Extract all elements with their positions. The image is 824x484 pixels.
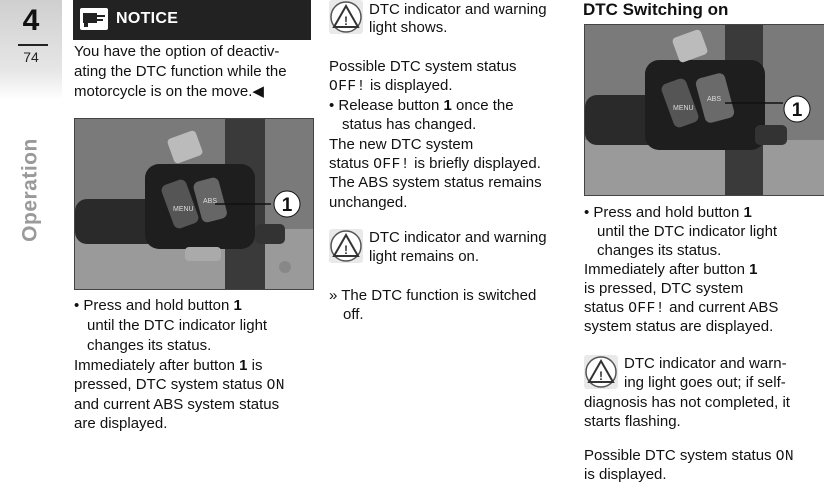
- left-bullet-line-2: until the DTC indicator light: [87, 317, 268, 334]
- notice-bar: [73, 0, 311, 40]
- right-bullet-line-3: changes its status.: [597, 242, 722, 259]
- mid-new-line-2: status OFF! is briefly displayed.: [329, 155, 541, 173]
- right-para-line-1: Immediately after button 1: [584, 261, 758, 278]
- right-para-line-3: status OFF! and current ABS: [584, 299, 779, 317]
- right-possible-line-2: is displayed.: [584, 466, 667, 483]
- svg-text:!: !: [599, 369, 603, 383]
- notice-label: NOTICE: [116, 10, 179, 27]
- mid-status-line-1: Possible DTC system status: [329, 58, 517, 75]
- right-para-line-2: is pressed, DTC system: [584, 280, 744, 297]
- mid-warning2-line-2: light remains on.: [369, 248, 480, 265]
- svg-text:!: !: [344, 14, 348, 28]
- mid-status-line-2: OFF! is displayed.: [329, 77, 453, 95]
- mid-release-line-1: • Release button 1 once the: [329, 97, 514, 114]
- left-bullet-line-1: • Press and hold button 1: [74, 297, 242, 314]
- menu-button-text: MENU: [173, 206, 194, 213]
- notice-text-line-1: You have the option of deactiv-: [74, 43, 280, 60]
- section-label: Operation: [18, 138, 42, 242]
- chapter-number: 4: [22, 4, 40, 37]
- warning-triangle-icon: [329, 229, 363, 263]
- right-possible-line-1: Possible DTC system status ON: [584, 447, 795, 465]
- left-para-line-4: are displayed.: [74, 415, 168, 432]
- section-heading: DTC Switching on: [583, 0, 729, 19]
- mid-warning1-line-2: light shows.: [369, 19, 448, 36]
- right-para-line-4: system status are displayed.: [584, 318, 774, 335]
- mid-warning2-line-1: DTC indicator and warning: [369, 229, 547, 246]
- right-warning-line-1: DTC indicator and warn-: [624, 355, 787, 372]
- right-bullet-line-2: until the DTC indicator light: [597, 223, 778, 240]
- callout-1: 1: [281, 195, 293, 216]
- mid-result-line-1: » The DTC function is switched: [329, 287, 537, 304]
- mid-result-line-2: off.: [343, 306, 364, 323]
- right-warning-line-4: starts flashing.: [584, 413, 681, 430]
- abs-button-text: ABS: [707, 96, 722, 103]
- left-para-line-3: and current ABS system status: [74, 396, 280, 413]
- warning-triangle-icon: [584, 355, 618, 389]
- mid-abs-line-2: unchanged.: [329, 194, 408, 211]
- handlebar-switch-photo: [584, 24, 824, 196]
- notice-text-line-2: ating the DTC function while the: [74, 63, 287, 80]
- chapter-divider: [18, 44, 48, 46]
- warning-triangle-icon: [329, 0, 363, 34]
- notice-text-line-3: motorcycle is on the move.◀: [74, 83, 264, 100]
- left-para-line-1: Immediately after button 1 is: [74, 357, 263, 374]
- mid-warning1-line-1: DTC indicator and warning: [369, 1, 547, 18]
- mid-release-line-2: status has changed.: [342, 116, 477, 133]
- right-bullet-line-1: • Press and hold button 1: [584, 204, 752, 221]
- right-warning-line-3: diagnosis has not completed, it: [584, 394, 790, 411]
- page-number: 74: [23, 49, 39, 65]
- svg-text:!: !: [344, 243, 348, 257]
- left-para-line-2: pressed, DTC system status ON: [74, 376, 285, 394]
- menu-button-text: MENU: [673, 105, 694, 112]
- mid-new-line-1: The new DTC system: [329, 136, 474, 153]
- handlebar-switch-photo: [74, 118, 314, 290]
- notice-hand-icon: [80, 8, 108, 30]
- right-warning-line-2: ing light goes out; if self-: [624, 374, 786, 391]
- mid-abs-line-1: The ABS system status remains: [329, 174, 542, 191]
- left-bullet-line-3: changes its status.: [87, 337, 212, 354]
- abs-button-text: ABS: [203, 198, 218, 205]
- callout-1: 1: [791, 100, 803, 121]
